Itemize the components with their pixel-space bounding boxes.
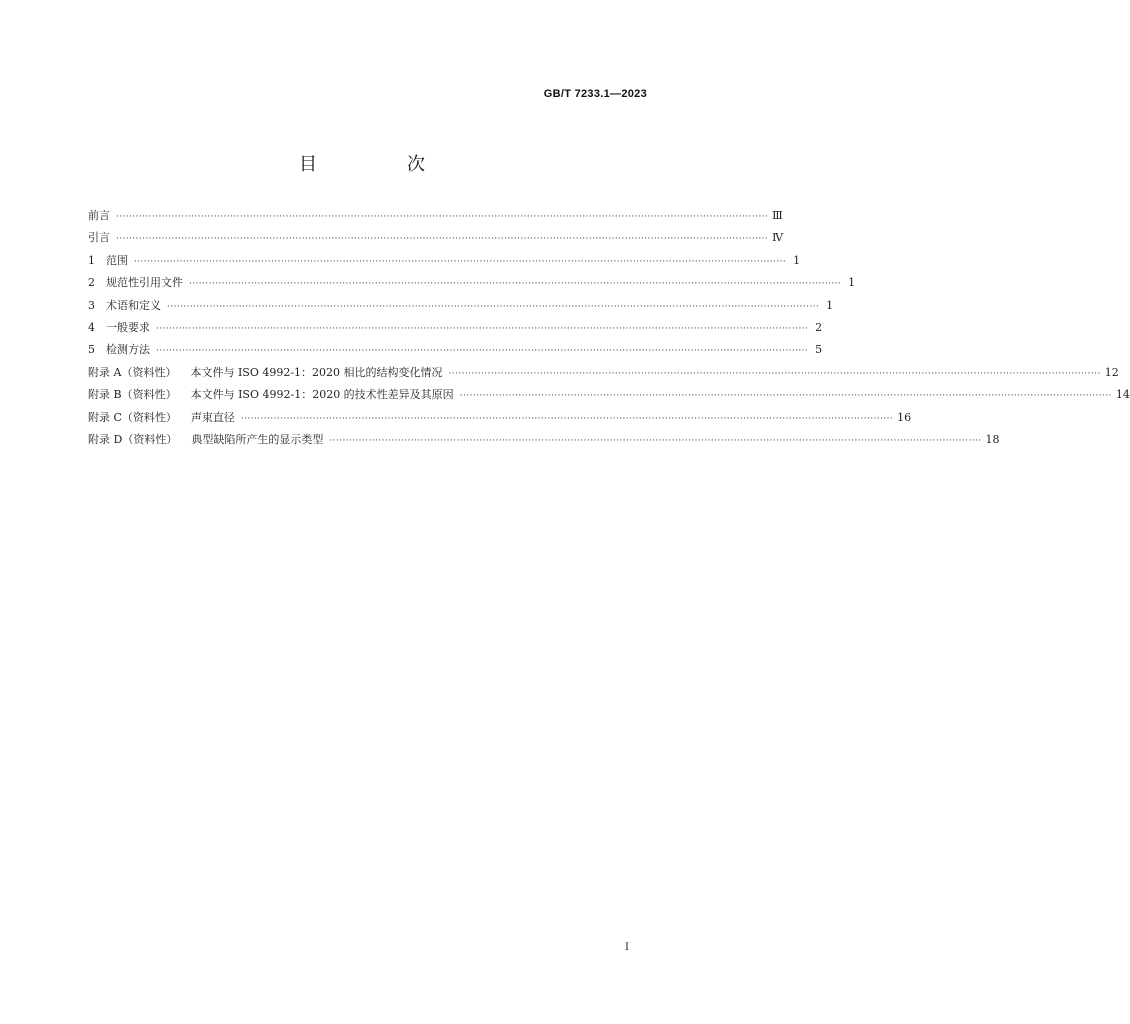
toc-entry[interactable] [88, 365, 1119, 387]
toc-entry-title: 前言 [88, 209, 110, 222]
toc-entry-page: 1 [826, 298, 834, 312]
toc-entry-label [88, 253, 128, 268]
toc-entry-page: Ⅳ [772, 231, 784, 245]
toc-entry-page: 12 [1104, 365, 1119, 379]
toc-leader-dots: ········································································································································································································ [156, 346, 809, 357]
standard-code: GB/T 7233.1—2023 [543, 88, 647, 100]
toc-entry-page: Ⅲ [772, 209, 783, 222]
toc-entry-page: 14 [1115, 388, 1130, 402]
toc-entry-page: 1 [848, 276, 856, 290]
toc-annex-tag: 附录 D（资料性） [88, 432, 178, 446]
toc-entry[interactable] [88, 275, 856, 297]
toc-leader-dots: ········································································································································································································ [448, 368, 1101, 379]
toc-leader-dots: ········································································································································································································ [189, 279, 842, 290]
toc-entry-title: 术语和定义 [106, 298, 161, 312]
toc-entry-title: 检测方法 [106, 343, 150, 357]
toc-entry-number: 3 [88, 298, 95, 312]
toc-entry-label [88, 320, 150, 335]
page-title: 目 次 [299, 154, 461, 175]
toc-entry-title: 本文件与 ISO 4992-1：2020 相比的结构变化情况 [190, 365, 443, 379]
toc-leader-dots: ········································································································································································································ [329, 435, 982, 446]
toc-entry-number: 2 [88, 276, 95, 290]
toc-entry[interactable] [88, 410, 912, 432]
standard-code-header [544, 88, 647, 100]
toc-entry[interactable] [88, 432, 1000, 454]
toc-leader-dots: ········································································································································································································ [134, 256, 787, 267]
toc-entry-label [88, 275, 183, 290]
toc-leader-dots: ········································································································································································································ [116, 212, 769, 222]
toc-entry-title: 本文件与 ISO 4992-1：2020 的技术性差异及其原因 [190, 388, 454, 402]
toc-annex-tag: 附录 A（资料性） [88, 365, 177, 379]
toc-entry-title: 规范性引用文件 [106, 276, 183, 290]
toc-entry-label [88, 298, 161, 313]
toc-entry[interactable] [88, 208, 783, 230]
toc-leader-dots: ········································································································································································································ [459, 391, 1112, 402]
toc-entry-title: 一般要求 [106, 320, 150, 334]
toc-entry-label [88, 365, 443, 380]
toc-entry-label [88, 208, 110, 223]
toc-leader-dots: ········································································································································································································ [116, 234, 769, 245]
toc-entry[interactable] [88, 387, 1130, 409]
toc-entry-page: 5 [815, 343, 823, 357]
toc-entry-number: 1 [88, 253, 95, 267]
table-of-contents [88, 208, 1130, 454]
toc-entry-title: 声束直径 [190, 410, 235, 424]
toc-entry-page: 2 [815, 320, 823, 334]
toc-entry[interactable] [88, 298, 834, 320]
toc-annex-tag: 附录 B（资料性） [88, 388, 177, 402]
toc-entry[interactable] [88, 342, 823, 364]
toc-annex-tag: 附录 C（资料性） [88, 410, 177, 424]
toc-entry-page: 1 [793, 253, 801, 267]
toc-entry-label [88, 410, 235, 425]
toc-entry-page: 18 [985, 432, 1000, 446]
toc-entry[interactable] [88, 253, 801, 275]
toc-leader-dots: ········································································································································································································ [240, 413, 894, 424]
toc-entry-page: 16 [897, 410, 912, 424]
toc-entry-title: 范围 [106, 253, 128, 267]
toc-entry-title: 典型缺陷所产生的显示类型 [191, 432, 324, 446]
toc-entry[interactable] [88, 230, 784, 252]
toc-entry-number: 5 [88, 343, 95, 357]
toc-entry-title: 引言 [88, 231, 110, 245]
toc-entry-label [88, 387, 454, 402]
toc-entry[interactable] [88, 320, 823, 342]
page-number: I [625, 942, 629, 953]
toc-entry-label [88, 432, 323, 447]
toc-entry-label [88, 342, 150, 357]
toc-entry-label [88, 230, 110, 245]
toc-leader-dots: ········································································································································································································ [167, 301, 820, 312]
toc-leader-dots: ········································································································································································································ [156, 323, 809, 334]
toc-entry-number: 4 [88, 320, 95, 334]
